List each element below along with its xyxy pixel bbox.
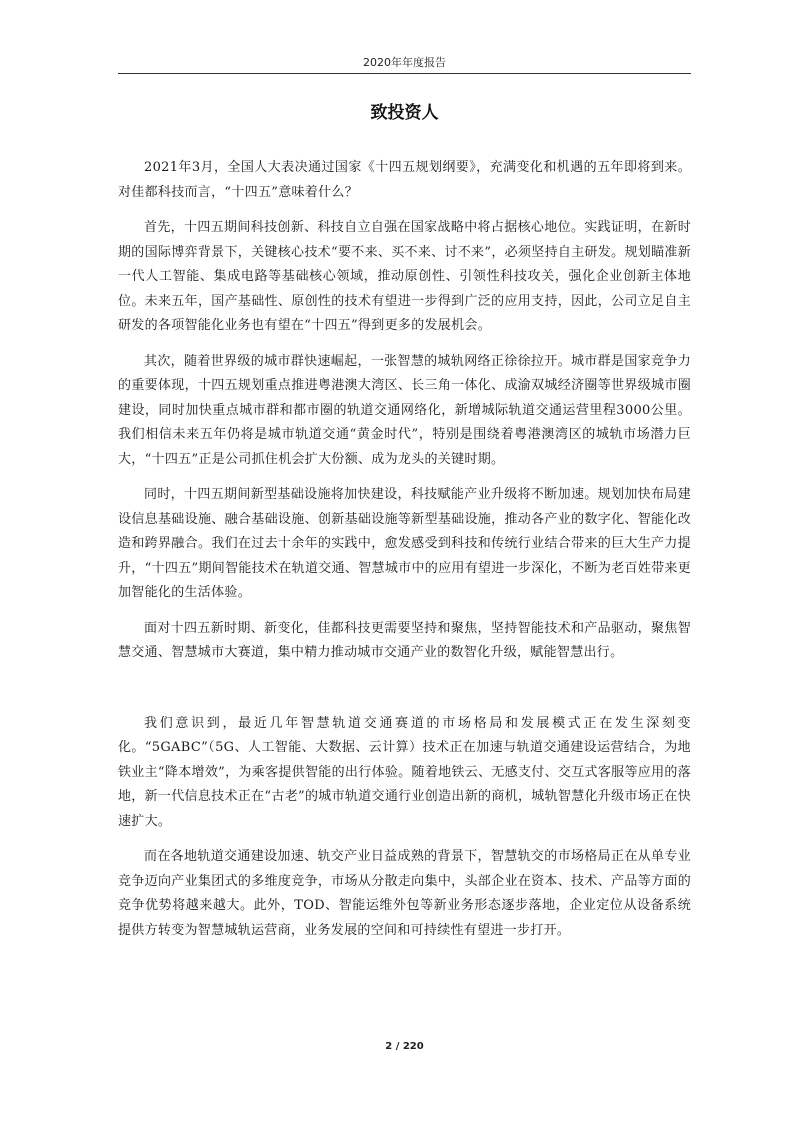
paragraph: 首先，十四五期间科技创新、科技自立自强在国家战略中将占据核心地位。实践证明，在新时期的国际博弈背景下，关键核心技术“要不来、买不来、讨不来”，必须坚持自主研发。规划瞄准新一代人工智能、集成电路等基础核心领域，推动原创性、引领性科技攻关，强化企业创新主体地位。未来五年，国产基础性、原创性的技术有望进一步得到广泛的应用支持，因此，公司立足自主研发的各项智能化业务也有望在“十四五”得到更多的发展机会。	[118, 220, 691, 333]
paragraph: 而在各地轨道交通建设加速、轨交产业日益成熟的背景下，智慧轨交的市场格局正在从单专业竞争迈向产业集团式的多维度竞争，市场从分散走向集中，头部企业在资本、技术、产品等方面的竞争优势将越来越大。此外，TOD、智能运维外包等新业务形态逐步落地，企业定位从设备系统提供方转变为智慧城轨运营商，业务发展的空间和可持续性有望进一步打开。	[118, 849, 691, 938]
report-header: 2020年年度报告	[363, 56, 446, 69]
paragraph: 其次，随着世界级的城市群快速崛起，一张智慧的城轨网络正徐徐拉开。城市群是国家竞争力的重要体现，十四五规划重点推进粤港澳大湾区、长三角一体化、成渝双城经济圈等世界级城市圈建设，同时加快重点城市群和都市圈的轨道交通网络化，新增城际轨道交通运营里程3000公里。我们相信未来五年仍将是城市轨道交通“黄金时代”，特别是围绕着粤港澳湾区的城轨市场潜力巨大，“十四五”正是公司抓住机会扩大份额、成为龙头的关键时期。	[118, 353, 691, 467]
header-divider	[118, 73, 691, 74]
paragraph: 面对十四五新时期、新变化，佳都科技更需要坚持和聚焦，坚持智能技术和产品驱动，聚焦智慧交通、智慧城市大赛道，集中精力推动城市交通产业的数智化升级，赋能智慧出行。	[118, 620, 691, 660]
paragraph: 2021年3月，全国人大表决通过国家《十四五规划纲要》，充满变化和机遇的五年即将到来。对佳都科技而言，“十四五”意味着什么？	[118, 160, 691, 200]
page-title: 致投资人	[370, 103, 439, 123]
page-number: 2 / 220	[385, 1041, 424, 1052]
letter-body	[118, 156, 691, 943]
paragraph: 同时，十四五期间新型基础设施将加快建设，科技赋能产业升级将不断加速。规划加快布局建设信息基础设施、融合基础设施、创新基础设施等新型基础设施，推动各产业的数字化、智能化改造和跨界融合。我们在过去十余年的实践中，愈发感受到科技和传统行业结合带来的巨大生产力提升，“十四五”期间智能技术在轨道交通、智慧城市中的应用有望进一步深化，不断为老百姓带来更加智能化的生活体验。	[118, 487, 691, 600]
paragraph: 我们意识到，最近几年智慧轨道交通赛道的市场格局和发展模式正在发生深刻变化。“5GABC”（5G、人工智能、大数据、云计算）技术正在加速与轨道交通建设运营结合，为地铁业主“降本增效”，为乘客提供智能的出行体验。随着地铁云、无感支付、交互式客服等应用的落地，新一代信息技术正在“古老”的城市轨道交通行业创造出新的商机，城轨智慧化升级市场正在快速扩大。	[118, 715, 691, 829]
